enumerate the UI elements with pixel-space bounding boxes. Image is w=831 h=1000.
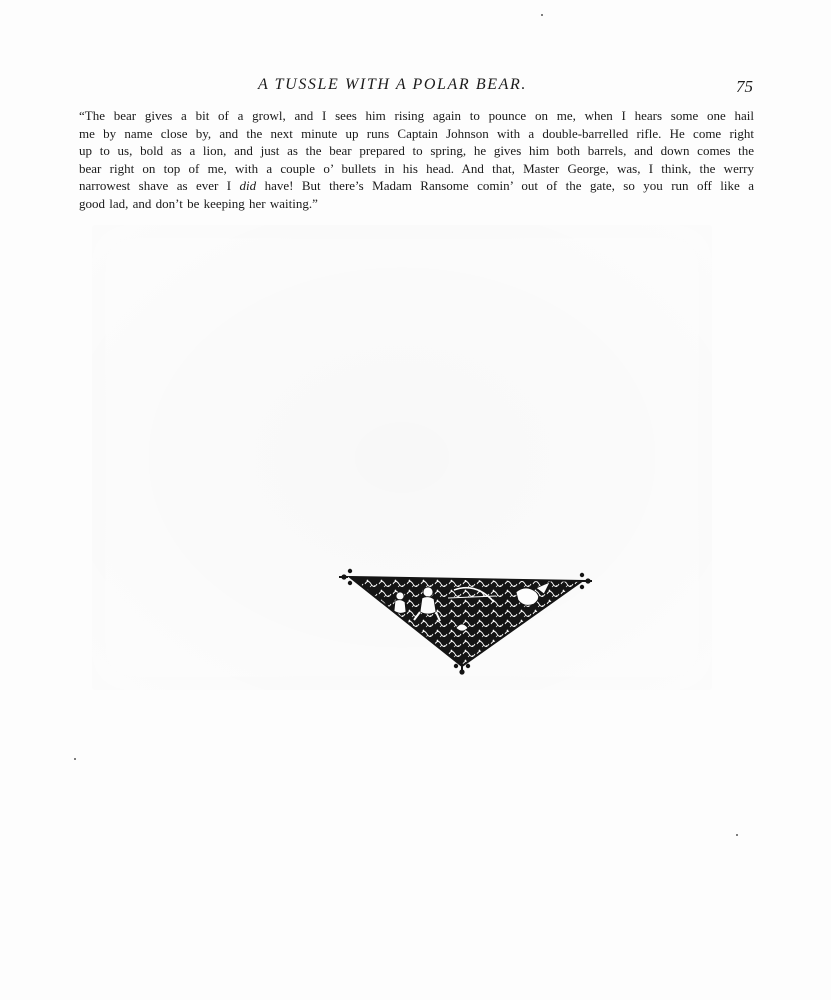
emphasis-text: did: [239, 178, 257, 193]
paper-speck: [736, 834, 738, 836]
text-line: [79, 177, 754, 195]
text-line: me by name close by, and the next minute up runs Captain Johnson with a double-barrelled rifle. He come right: [79, 125, 754, 141]
text-line: up to us, bold as a lion, and just as the bear prepared to spring, he gives him both barrels, and down comes the: [79, 143, 754, 158]
paper-speck: [74, 758, 76, 760]
body-paragraph: [79, 107, 754, 212]
running-title: A TUSSLE WITH A POLAR BEAR.: [258, 76, 527, 93]
paper-speck: [541, 14, 543, 16]
ornament-triangle: [350, 577, 582, 666]
page-number: 75: [736, 77, 753, 96]
text-segment: narrowest shave as ever I: [79, 178, 240, 193]
text-line: “The bear gives a bit of a growl, and I sees him rising again to pounce on me, when I hears some one hail: [79, 108, 754, 123]
text-segment: have! But there’s Madam Ransome comin’ out of the gate, so you run off like a: [256, 178, 754, 193]
running-head: [0, 76, 831, 98]
text-line: bear right on top of me, with a couple o’ bullets in his head. And that, Master George, was, I think, the werry: [79, 160, 754, 176]
triangular-tailpiece-ornament-icon: [336, 568, 596, 676]
text-line: good lad, and don’t be keeping her waiting.”: [79, 195, 318, 211]
